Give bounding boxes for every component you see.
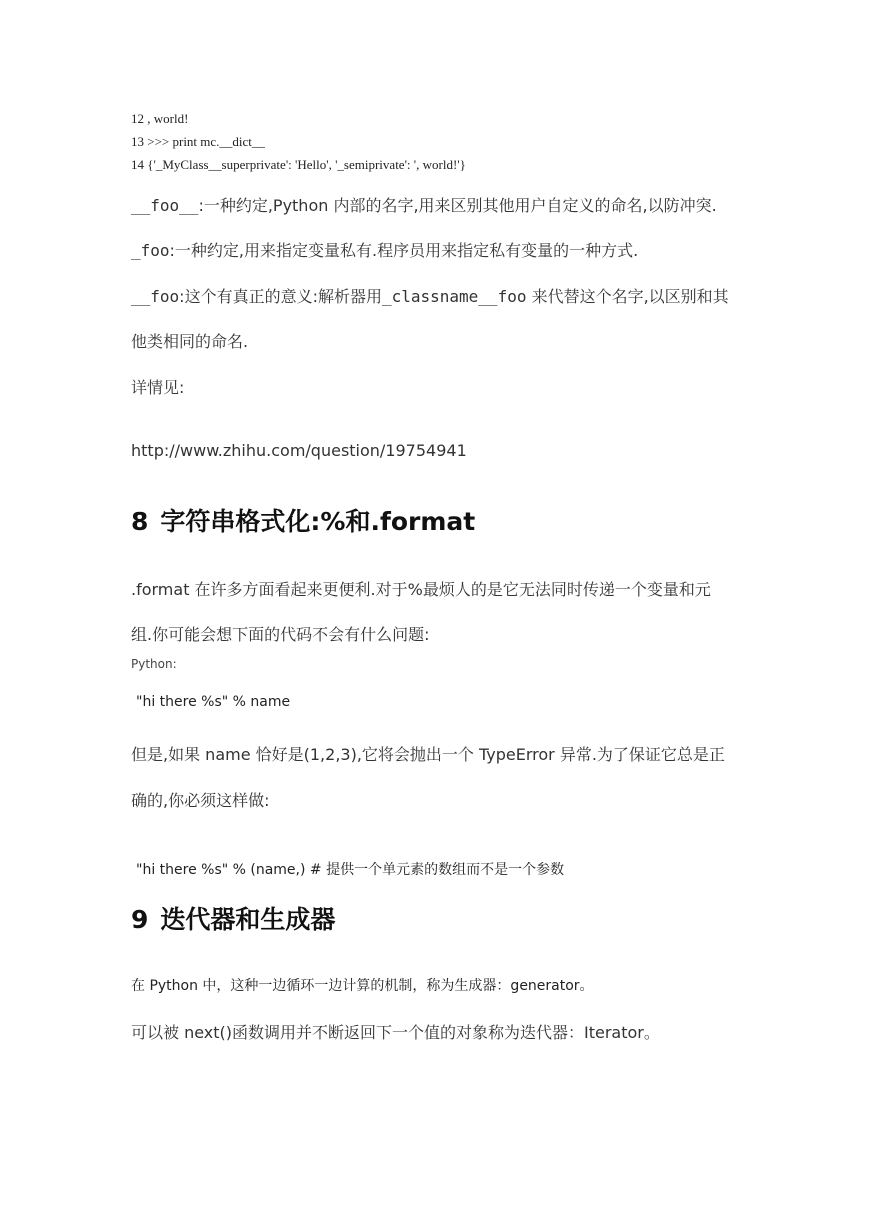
section-title: 字符串格式化:%和.format xyxy=(160,507,476,536)
paragraph: .format 在许多方面看起来更便利.对于%最烦人的是它无法同时传递一个变量和元 xyxy=(131,580,711,599)
code-snippet: "hi there %s" % (name,) # 提供一个单元素的数组而不是一个参数 xyxy=(136,862,565,878)
definition-continuation: 他类相同的命名. xyxy=(131,332,249,351)
line-number: 13 xyxy=(131,134,144,149)
section-8-heading xyxy=(131,502,475,538)
description: :一种约定,Python 内部的名字,用来区别其他用户自定义的命名,以防冲突. xyxy=(198,196,717,215)
inline-code: _classname__foo xyxy=(381,287,527,306)
definition-foo-dunder xyxy=(131,193,717,216)
definition-foo-single xyxy=(131,238,638,261)
see-more-label: 详情见: xyxy=(131,378,185,397)
line-number: 14 xyxy=(131,157,144,172)
section-number: 9 xyxy=(131,905,149,934)
code-line xyxy=(131,134,265,150)
reference-link-text[interactable]: http://www.zhihu.com/question/19754941 xyxy=(131,441,467,460)
section-title: 迭代器和生成器 xyxy=(160,905,336,934)
term: __foo xyxy=(131,287,180,306)
code-snippet: "hi there %s" % name xyxy=(136,694,291,710)
term: __foo__ xyxy=(131,196,199,215)
reference-link[interactable] xyxy=(131,441,467,460)
section-number: 8 xyxy=(131,507,149,536)
paragraph: 可以被 next()函数调用并不断返回下一个值的对象称为迭代器：Iterator。 xyxy=(131,1023,660,1042)
paragraph: 在 Python 中，这种一边循环一边计算的机制，称为生成器：generator。 xyxy=(131,978,594,994)
section-9-heading xyxy=(131,900,335,936)
description-post: 来代替这个名字,以区别和其 xyxy=(531,287,729,306)
code-text: , world! xyxy=(147,111,189,126)
code-text: >>> print mc.__dict__ xyxy=(147,134,265,149)
paragraph: 确的,你必须这样做: xyxy=(131,791,270,810)
description: :一种约定,用来指定变量私有.程序员用来指定私有变量的一种方式. xyxy=(169,241,639,260)
code-line xyxy=(131,157,466,173)
paragraph: 但是,如果 name 恰好是(1,2,3),它将会抛出一个 TypeError 异常.为了保证它总是正 xyxy=(131,745,725,764)
line-number: 12 xyxy=(131,111,144,126)
term: _foo xyxy=(131,241,170,260)
definition-foo-private xyxy=(131,284,729,307)
description-pre: :这个有真正的意义:解析器用 xyxy=(179,287,382,306)
code-line xyxy=(131,111,188,127)
code-text: {'_MyClass__superprivate': 'Hello', '_semiprivate': ', world!'} xyxy=(147,157,466,172)
language-label: Python: xyxy=(131,657,177,671)
paragraph: 组.你可能会想下面的代码不会有什么问题: xyxy=(131,625,430,644)
